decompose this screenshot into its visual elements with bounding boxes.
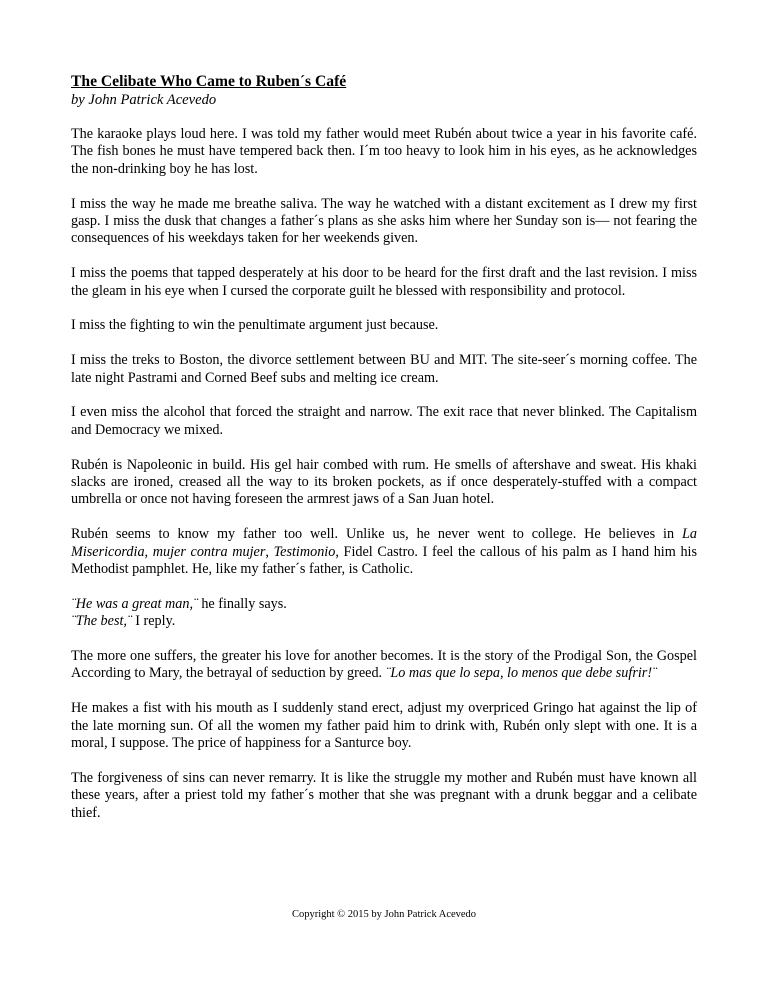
paragraph-8-text-b: , bbox=[265, 543, 274, 560]
copyright-footer: Copyright © 2015 by John Patrick Acevedo bbox=[291, 909, 477, 920]
paragraph-10: He makes a fist with his mouth as I suddenly stand erect, adjust my overpriced Gringo hat against the lip of the late morning sun. Of all the women my father paid him to drink with, Rubén only slept with one. It is a moral, I suppose. The price of happiness for a Santurce boy. bbox=[71, 700, 697, 752]
document-page bbox=[71, 72, 697, 839]
page-title: The Celibate Who Came to Ruben´s Café bbox=[71, 73, 347, 90]
paragraph-9-italic: ¨Lo mas que lo sepa, lo menos que debe sufrir!¨ bbox=[385, 665, 657, 682]
paragraph-9-text: The more one suffers, the greater his love for another becomes. It is the story of the Prodigal Son, the Gospel According to Mary, the betrayal of seduction by greed. bbox=[71, 648, 697, 682]
dialog-line-2 bbox=[71, 613, 697, 630]
dialog-line-1 bbox=[71, 596, 697, 613]
paragraph-8-text-a: Rubén seems to know my father too well. Unlike us, he never went to college. He believes in bbox=[71, 526, 683, 543]
paragraph-9 bbox=[71, 648, 697, 683]
paragraph-8-italic-1: La Misericordia, mujer contra mujer bbox=[71, 526, 697, 560]
paragraph-5: I miss the treks to Boston, the divorce settlement between BU and MIT. The site-seer´s morning coffee. The late night Pastrami and Corned Beef subs and melting ice cream. bbox=[71, 352, 697, 386]
byline: by John Patrick Acevedo bbox=[71, 92, 217, 108]
dialog-2-tail: I reply. bbox=[131, 613, 176, 630]
paragraph-6: I even miss the alcohol that forced the straight and narrow. The exit race that never blinked. The Capitalism and Democracy we mixed. bbox=[71, 404, 697, 438]
paragraph-11: The forgiveness of sins can never remarry. It is like the struggle my mother and Rubén must have known all these years, after a priest told my father´s mother that she was pregnant with a drunk beggar and a celibate thief. bbox=[71, 769, 697, 821]
paragraph-8-text-c: , Fidel Castro. I feel the callous of his palm as I hand him his Methodist pamphlet. He, like my father´s father, is Catholic. bbox=[71, 543, 698, 578]
paragraph-8 bbox=[71, 526, 697, 578]
dialog-1-tail: he finally says. bbox=[197, 595, 287, 612]
paragraph-7: Rubén is Napoleonic in build. His gel hair combed with rum. He smells of aftershave and sweat. His khaki slacks are ironed, creased all the way to its broken pockets, as if once desperately-stuffed with a compact umbrella or once not having foreseen the armrest jaws of a San Juan hotel. bbox=[71, 456, 697, 508]
paragraph-2: I miss the way he made me breathe saliva. The way he watched with a distant excitement as I drew my first gasp. I miss the dusk that changes a father´s plans as she asks him where her Sunday son is— not fearing the consequences of his weekdays taken for her weekends given. bbox=[71, 195, 697, 247]
paragraph-8-italic-2: Testimonio bbox=[273, 543, 336, 560]
dialog-2-quote: ¨The best,¨ bbox=[71, 613, 132, 630]
dialog-1-quote: ¨He was a great man,¨ bbox=[71, 595, 198, 612]
paragraph-4: I miss the fighting to win the penultimate argument just because. bbox=[71, 317, 439, 334]
paragraph-1: The karaoke plays loud here. I was told my father would meet Rubén about twice a year in his favorite café. The fish bones he must have tempered back then. I´m too heavy to look him in his eyes, as he acknowledges the non-drinking boy he has lost. bbox=[71, 126, 697, 177]
paragraph-3: I miss the poems that tapped desperately at his door to be heard for the first draft and the last revision. I miss the gleam in his eye when I cursed the corporate guilt he blessed with responsibility and protocol. bbox=[71, 265, 697, 299]
